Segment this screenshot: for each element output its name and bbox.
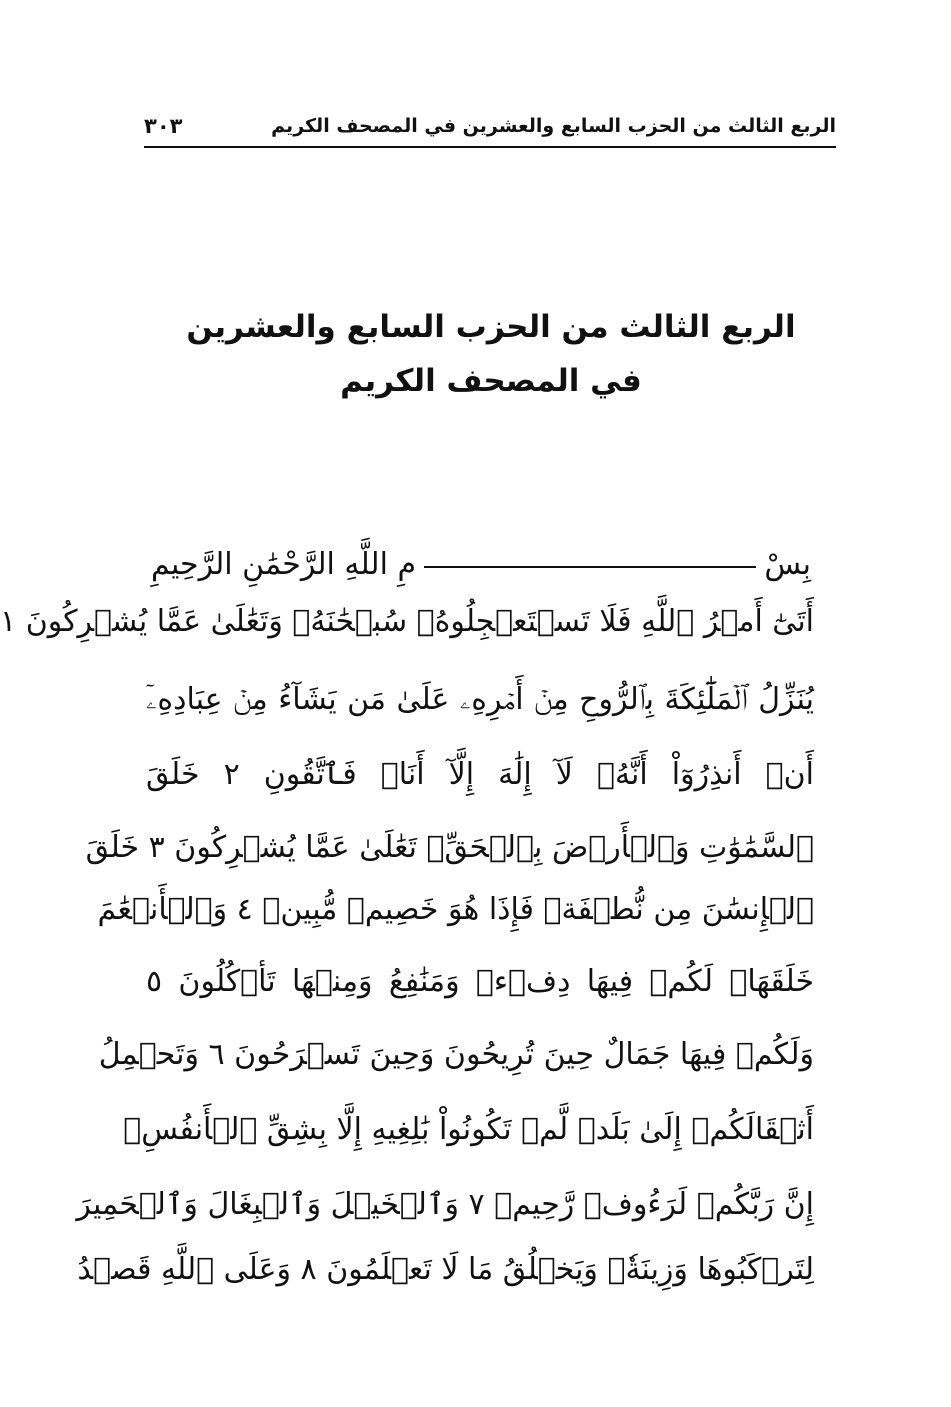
verse-line-5: ٱلۡإِنسَٰنَ مِن نُّطۡفَةٖ فَإِذَا هُوَ خَصِيمٞ مُّبِينٞ ٤ وَٱلۡأَنۡعَٰمَ <box>97 892 814 927</box>
verse-line-9: إِنَّ رَبَّكُمۡ لَرَءُوفٞ رَّحِيمٞ ٧ وَٱلۡخَيۡلَ وَٱلۡبِغَالَ وَٱلۡحَمِيرَ <box>76 1187 814 1222</box>
basmala-end: مِ اللَّهِ الرَّحْمَٰنِ الرَّحِيمِ <box>151 547 417 582</box>
verse-line-7: وَلَكُمۡ فِيهَا جَمَالٌ حِينَ تُرِيحُونَ وَحِينَ تَسۡرَحُونَ ٦ وَتَحۡمِلُ <box>98 1037 814 1072</box>
basmala-start: بِسْ <box>764 547 811 582</box>
basmala-kashida-stroke <box>424 566 756 568</box>
verse-line-2: يُنَزِّلُ ٱلۡمَلَٰٓئِكَةَ بِٱلرُّوحِ مِنۡ أَمۡرِهِۦ عَلَىٰ مَن يَشَآءُ مِنۡ عِبَادِهِۦٓ <box>146 682 814 717</box>
verse-line-10: لِتَرۡكَبُوهَا وَزِينَةٗۚ وَيَخۡلُقُ مَا لَا تَعۡلَمُونَ ٨ وَعَلَى ٱللَّهِ قَصۡدُ <box>77 1252 814 1287</box>
section-title-line-1: الربع الثالث من الحزب السابع والعشرين <box>186 309 796 345</box>
verse-line-6: خَلَقَهَاۗ لَكُمۡ فِيهَا دِفۡءٞ وَمَنَٰفِعُ وَمِنۡهَا تَأۡكُلُونَ ٥ <box>146 964 814 999</box>
verse-line-1: أَتَىٰٓ أَمۡرُ ٱللَّهِ فَلَا تَسۡتَعۡجِلُوهُۚ سُبۡحَٰنَهُۥ وَتَعَٰلَىٰ عَمَّا يُشۡرِكُونَ ١ <box>0 604 814 639</box>
section-title <box>141 300 841 408</box>
running-header <box>144 106 836 146</box>
header-rule <box>144 146 836 148</box>
basmala <box>151 522 811 582</box>
running-header-title: الربع الثالث من الحزب السابع والعشرين في المصحف الكريم <box>271 115 836 137</box>
verse-line-8: أَثۡقَالَكُمۡ إِلَىٰ بَلَدٖ لَّمۡ تَكُونُواْ بَٰلِغِيهِ إِلَّا بِشِقِّ ٱلۡأَنفُسِۚ <box>123 1112 814 1147</box>
page-number: ٣٠٣ <box>144 114 183 138</box>
verse-line-3: أَنۡ أَنذِرُوٓاْ أَنَّهُۥ لَآ إِلَٰهَ إِلَّآ أَنَا۠ فَٱتَّقُونِ ٢ خَلَقَ <box>146 757 814 792</box>
mushaf-page <box>1 0 951 1407</box>
verse-line-4: ٱلسَّمَٰوَٰتِ وَٱلۡأَرۡضَ بِٱلۡحَقِّۚ تَعَٰلَىٰ عَمَّا يُشۡرِكُونَ ٣ خَلَقَ <box>85 830 814 865</box>
section-title-line-2: في المصحف الكريم <box>340 363 642 399</box>
